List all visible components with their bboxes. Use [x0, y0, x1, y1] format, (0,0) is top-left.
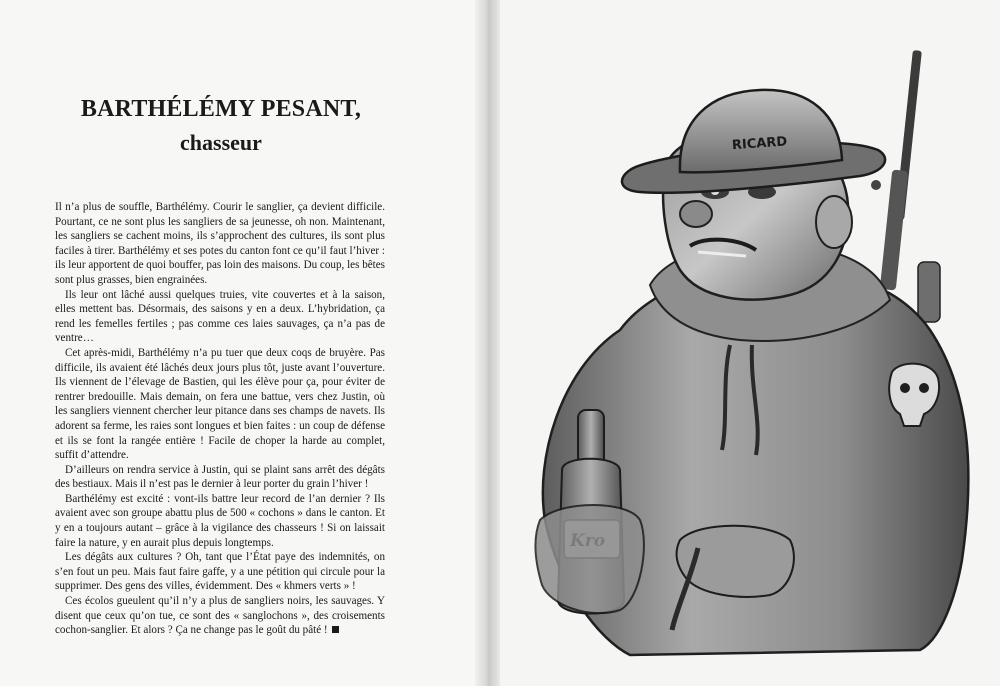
left-hand: [536, 505, 644, 613]
article-title: [60, 92, 382, 160]
paragraph: Il n’a plus de souffle, Barthélémy. Courir le sanglier, ça devient difficile. Pourtant, ce ne sont plus les sangliers de sa jeunesse, oh non. Maintenant, les sangliers se cachent moins, ils s’approchent des cultures, ils sont plus faciles à tirer. Barthélémy et ses potes du canton font ce qu’il faut l’hiver : ils leur apportent de quoi bouffer, pas loin des maisons. Du coup, les bêtes sont plus grasses, bien engrainées.: [55, 201, 385, 286]
paragraph: Cet après-midi, Barthélémy n’a pu tuer que deux coqs de bruyère. Pas difficile, ils avaient été lâchés deux jours plus tôt, juste avant l’ouverture. Ils viennent de l’élevage de Bastien, qui les élève pour ça, pour éviter de rentrer bredouille. Mais demain, on fera une battue, vers chez Justin, où les sangliers viennent chercher leur pitance dans ses champs de navets. Ils adorent sa ferme, les raies sont longues et bien faites : un coup de défense et ils se font la rangée entière ! Facile de choper la harde au complet, suffit d’attendre.: [55, 346, 385, 462]
right-page: [500, 0, 1000, 686]
paragraph: Ils leur ont lâché aussi quelques truies, vite couvertes et à la saison, elles mettent bas. Désormais, des saisons y en a deux. L’hybridation, ça rend les femelles fertiles ; pas comme ces laies sauvages, ça n’a pas de ventre…: [55, 288, 385, 345]
hunter-illustration: [500, 0, 1000, 686]
rifle: [871, 50, 940, 322]
bucket-hat: [622, 90, 885, 193]
article-body: [55, 200, 385, 638]
left-page: [0, 0, 475, 686]
title-subtitle: chasseur: [180, 130, 262, 155]
paragraph-text: Ces écolos gueulent qu’il n’y a plus de sangliers noirs, les sauvages. Y disent que ceux qu’on tue, ce sont des « sanglochons », des croisements cochon-sanglier. Et alors ? Ça ne change pas le goût du pâté !: [55, 595, 385, 637]
book-gutter: [475, 0, 500, 686]
paragraph-last: [55, 594, 385, 638]
paragraph: Barthélémy est excité : vont-ils battre leur record de l’an dernier ? Ils avaient avec son groupe abattu plus de 500 « cochons » dans le canton. Et y en a toujours autant – grâce à la vigilance des chasseurs ! Si on laissait faire la nature, y en aurait plus depuis longtemps.: [55, 492, 385, 549]
paragraph: D’ailleurs on rendra service à Justin, qui se plaint sans arrêt des dégâts des bestiaux. Mais il n’est pas le dernier à leur porter du grain l’hiver !: [55, 463, 385, 491]
end-square-icon: [332, 626, 339, 633]
hat-label: RICARD: [731, 134, 788, 154]
paragraph: Les dégâts aux cultures ? Oh, tant que l’État paye des indemnités, on s’en fout un peu. Mais faut faire gaffe, y a une pétition qui circule pour la supprimer. Des gens des villes, évidemment. Des « khmers verts » !: [55, 551, 385, 593]
title-name: BARTHÉLÉMY PESANT,: [80, 96, 362, 122]
